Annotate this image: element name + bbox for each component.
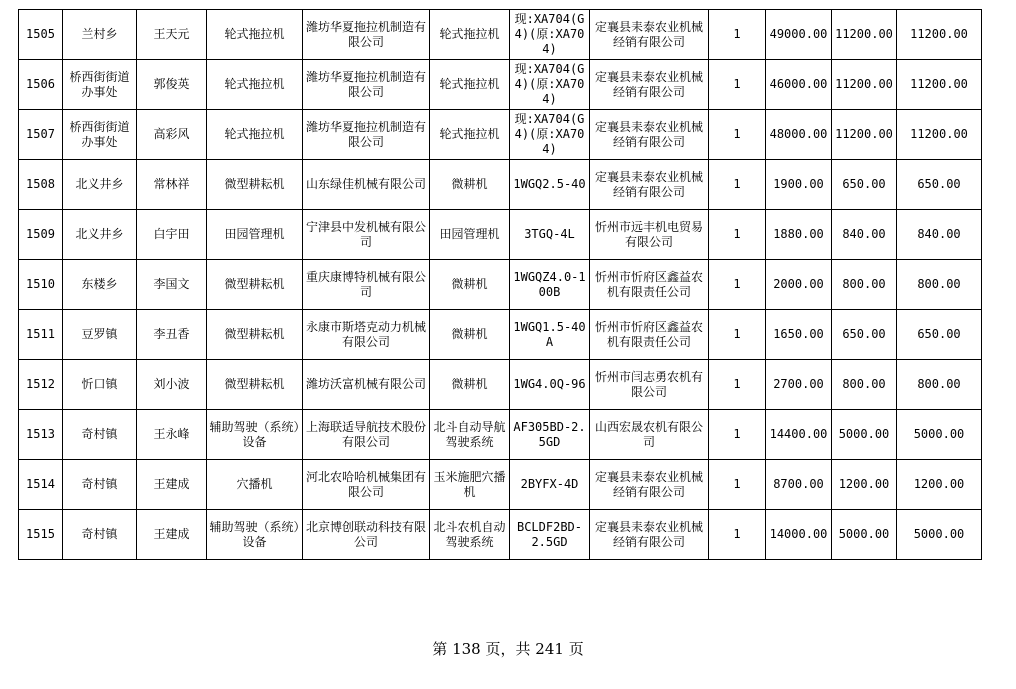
cell-index: 1505 — [19, 10, 63, 60]
cell-total-subsidy: 800.00 — [897, 260, 982, 310]
cell-dealer: 定襄县耒泰农业机械经销有限公司 — [590, 110, 709, 160]
cell-quantity: 1 — [709, 360, 766, 410]
cell-total-subsidy: 11200.00 — [897, 10, 982, 60]
cell-quantity: 1 — [709, 10, 766, 60]
cell-town: 奇村镇 — [63, 460, 137, 510]
cell-category: 轮式拖拉机 — [207, 10, 303, 60]
cell-model: AF305BD-2.5GD — [510, 410, 590, 460]
cell-model: 现:XA704(G4)(原:XA704) — [510, 60, 590, 110]
cell-manufacturer: 永康市斯塔克动力机械有限公司 — [303, 310, 430, 360]
cell-manufacturer: 河北农哈哈机械集团有限公司 — [303, 460, 430, 510]
cell-name: 王永峰 — [137, 410, 207, 460]
cell-name: 白宇田 — [137, 210, 207, 260]
cell-dealer: 定襄县耒泰农业机械经销有限公司 — [590, 510, 709, 560]
cell-manufacturer: 潍坊华夏拖拉机制造有限公司 — [303, 60, 430, 110]
cell-dealer: 定襄县耒泰农业机械经销有限公司 — [590, 160, 709, 210]
cell-dealer: 忻州市忻府区鑫益农机有限责任公司 — [590, 310, 709, 360]
cell-model: BCLDF2BD-2.5GD — [510, 510, 590, 560]
cell-index: 1515 — [19, 510, 63, 560]
footer-prefix: 第 — [432, 640, 448, 658]
cell-name: 常林祥 — [137, 160, 207, 210]
cell-index: 1513 — [19, 410, 63, 460]
cell-dealer: 定襄县耒泰农业机械经销有限公司 — [590, 10, 709, 60]
cell-subsidy: 5000.00 — [832, 510, 897, 560]
cell-index: 1506 — [19, 60, 63, 110]
cell-model: 1WG4.0Q-96 — [510, 360, 590, 410]
cell-index: 1511 — [19, 310, 63, 360]
cell-manufacturer: 北京博创联动科技有限公司 — [303, 510, 430, 560]
cell-model: 2BYFX-4D — [510, 460, 590, 510]
cell-manufacturer: 山东绿佳机械有限公司 — [303, 160, 430, 210]
cell-dealer: 忻州市远丰机电贸易有限公司 — [590, 210, 709, 260]
cell-name: 王天元 — [137, 10, 207, 60]
cell-quantity: 1 — [709, 210, 766, 260]
cell-name: 王建成 — [137, 510, 207, 560]
cell-price: 14000.00 — [766, 510, 832, 560]
cell-category: 微型耕耘机 — [207, 260, 303, 310]
table-row — [19, 460, 982, 510]
cell-subsidy: 840.00 — [832, 210, 897, 260]
cell-manufacturer: 重庆康博特机械有限公司 — [303, 260, 430, 310]
cell-town: 奇村镇 — [63, 510, 137, 560]
cell-quantity: 1 — [709, 410, 766, 460]
cell-total-subsidy: 840.00 — [897, 210, 982, 260]
cell-price: 2000.00 — [766, 260, 832, 310]
footer-total-pages: 241 — [535, 640, 564, 658]
cell-subsidy: 800.00 — [832, 260, 897, 310]
cell-index: 1507 — [19, 110, 63, 160]
cell-category: 田园管理机 — [207, 210, 303, 260]
cell-name: 郭俊英 — [137, 60, 207, 110]
cell-town: 北义井乡 — [63, 160, 137, 210]
table-row — [19, 510, 982, 560]
cell-name: 刘小波 — [137, 360, 207, 410]
cell-manufacturer: 宁津县中发机械有限公司 — [303, 210, 430, 260]
cell-quantity: 1 — [709, 110, 766, 160]
cell-index: 1509 — [19, 210, 63, 260]
cell-price: 49000.00 — [766, 10, 832, 60]
cell-name: 李国文 — [137, 260, 207, 310]
cell-product: 微耕机 — [430, 160, 510, 210]
cell-total-subsidy: 650.00 — [897, 310, 982, 360]
cell-index: 1510 — [19, 260, 63, 310]
footer-middle: 页，共 — [485, 640, 531, 658]
cell-category: 轮式拖拉机 — [207, 60, 303, 110]
cell-subsidy: 5000.00 — [832, 410, 897, 460]
cell-total-subsidy: 5000.00 — [897, 410, 982, 460]
cell-product: 北斗农机自动驾驶系统 — [430, 510, 510, 560]
cell-town: 东楼乡 — [63, 260, 137, 310]
cell-product: 轮式拖拉机 — [430, 110, 510, 160]
cell-price: 1880.00 — [766, 210, 832, 260]
cell-quantity: 1 — [709, 60, 766, 110]
cell-category: 微型耕耘机 — [207, 360, 303, 410]
cell-quantity: 1 — [709, 460, 766, 510]
page-footer — [0, 638, 1016, 659]
table-body — [19, 10, 982, 560]
cell-subsidy: 11200.00 — [832, 60, 897, 110]
cell-price: 46000.00 — [766, 60, 832, 110]
cell-price: 14400.00 — [766, 410, 832, 460]
table-row — [19, 260, 982, 310]
cell-category: 辅助驾驶（系统）设备 — [207, 410, 303, 460]
cell-price: 1900.00 — [766, 160, 832, 210]
footer-page-number: 138 — [452, 640, 481, 658]
cell-model: 1WGQZ4.0-100B — [510, 260, 590, 310]
cell-model: 1WGQ1.5-40A — [510, 310, 590, 360]
cell-price: 1650.00 — [766, 310, 832, 360]
cell-subsidy: 800.00 — [832, 360, 897, 410]
cell-manufacturer: 潍坊华夏拖拉机制造有限公司 — [303, 10, 430, 60]
cell-subsidy: 1200.00 — [832, 460, 897, 510]
table-row — [19, 210, 982, 260]
table-row — [19, 60, 982, 110]
cell-town: 忻口镇 — [63, 360, 137, 410]
cell-price: 2700.00 — [766, 360, 832, 410]
cell-manufacturer: 上海联适导航技术股份有限公司 — [303, 410, 430, 460]
cell-price: 48000.00 — [766, 110, 832, 160]
subsidy-table — [18, 9, 982, 560]
cell-index: 1512 — [19, 360, 63, 410]
cell-product: 玉米施肥穴播机 — [430, 460, 510, 510]
cell-town: 北义井乡 — [63, 210, 137, 260]
cell-dealer: 定襄县耒泰农业机械经销有限公司 — [590, 60, 709, 110]
cell-category: 微型耕耘机 — [207, 160, 303, 210]
table-row — [19, 160, 982, 210]
cell-product: 微耕机 — [430, 260, 510, 310]
table-row — [19, 310, 982, 360]
cell-total-subsidy: 11200.00 — [897, 60, 982, 110]
cell-dealer: 忻州市闫志勇农机有限公司 — [590, 360, 709, 410]
cell-town: 奇村镇 — [63, 410, 137, 460]
cell-subsidy: 11200.00 — [832, 10, 897, 60]
cell-subsidy: 11200.00 — [832, 110, 897, 160]
cell-manufacturer: 潍坊沃富机械有限公司 — [303, 360, 430, 410]
cell-category: 轮式拖拉机 — [207, 110, 303, 160]
cell-category: 微型耕耘机 — [207, 310, 303, 360]
cell-name: 高彩风 — [137, 110, 207, 160]
cell-category: 穴播机 — [207, 460, 303, 510]
cell-quantity: 1 — [709, 310, 766, 360]
cell-name: 王建成 — [137, 460, 207, 510]
cell-category: 辅助驾驶（系统）设备 — [207, 510, 303, 560]
cell-total-subsidy: 650.00 — [897, 160, 982, 210]
cell-product: 微耕机 — [430, 360, 510, 410]
cell-price: 8700.00 — [766, 460, 832, 510]
footer-suffix: 页 — [568, 640, 584, 658]
cell-town: 兰村乡 — [63, 10, 137, 60]
cell-quantity: 1 — [709, 260, 766, 310]
cell-subsidy: 650.00 — [832, 310, 897, 360]
cell-quantity: 1 — [709, 510, 766, 560]
table-row — [19, 410, 982, 460]
table-row — [19, 360, 982, 410]
cell-town: 豆罗镇 — [63, 310, 137, 360]
cell-index: 1514 — [19, 460, 63, 510]
cell-model: 3TGQ-4L — [510, 210, 590, 260]
cell-dealer: 定襄县耒泰农业机械经销有限公司 — [590, 460, 709, 510]
cell-index: 1508 — [19, 160, 63, 210]
cell-product: 微耕机 — [430, 310, 510, 360]
cell-dealer: 山西宏晟农机有限公司 — [590, 410, 709, 460]
cell-total-subsidy: 1200.00 — [897, 460, 982, 510]
cell-total-subsidy: 5000.00 — [897, 510, 982, 560]
cell-total-subsidy: 11200.00 — [897, 110, 982, 160]
table-row — [19, 110, 982, 160]
cell-product: 北斗自动导航驾驶系统 — [430, 410, 510, 460]
cell-total-subsidy: 800.00 — [897, 360, 982, 410]
cell-subsidy: 650.00 — [832, 160, 897, 210]
cell-town: 桥西街街道办事处 — [63, 110, 137, 160]
table-row — [19, 10, 982, 60]
cell-product: 田园管理机 — [430, 210, 510, 260]
cell-product: 轮式拖拉机 — [430, 10, 510, 60]
cell-manufacturer: 潍坊华夏拖拉机制造有限公司 — [303, 110, 430, 160]
cell-town: 桥西街街道办事处 — [63, 60, 137, 110]
cell-name: 李丑香 — [137, 310, 207, 360]
cell-quantity: 1 — [709, 160, 766, 210]
cell-model: 现:XA704(G4)(原:XA704) — [510, 10, 590, 60]
cell-model: 1WGQ2.5-40 — [510, 160, 590, 210]
cell-product: 轮式拖拉机 — [430, 60, 510, 110]
cell-dealer: 忻州市忻府区鑫益农机有限责任公司 — [590, 260, 709, 310]
cell-model: 现:XA704(G4)(原:XA704) — [510, 110, 590, 160]
